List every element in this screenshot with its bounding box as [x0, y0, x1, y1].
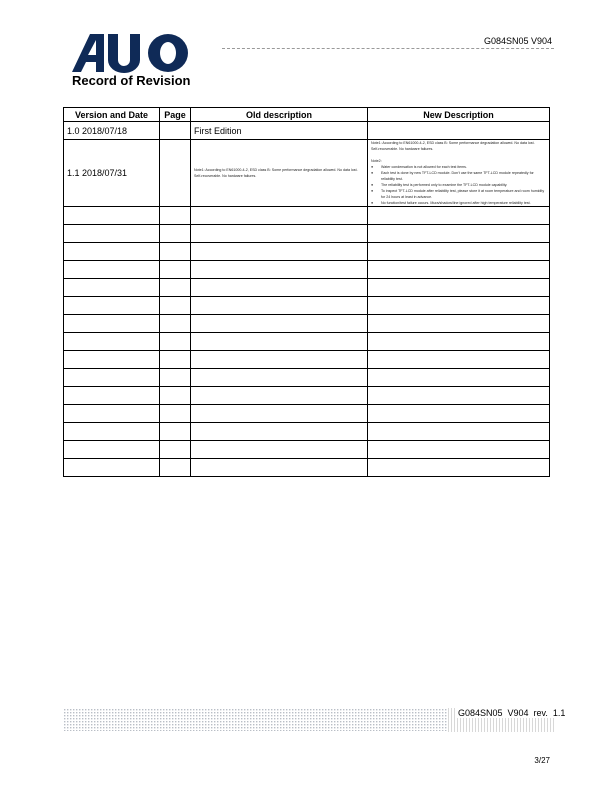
version-date-cell	[64, 405, 160, 423]
version-date-cell	[64, 279, 160, 297]
table-row	[64, 140, 550, 207]
header-page: Page	[160, 108, 191, 122]
note-line: Self-recoverable. No hardware failures.	[371, 147, 434, 151]
page-cell	[160, 387, 191, 405]
old-description-cell	[191, 225, 368, 243]
footer-pattern-graphic	[64, 709, 448, 731]
old-description-cell	[191, 279, 368, 297]
version-date-cell	[64, 261, 160, 279]
old-description-cell	[191, 459, 368, 477]
old-description-cell	[191, 297, 368, 315]
footer-dot-pattern	[64, 709, 448, 731]
page-cell	[160, 243, 191, 261]
old-description-cell	[191, 140, 368, 207]
table-row-empty	[64, 225, 550, 243]
page-cell	[160, 140, 191, 207]
new-description-cell	[368, 423, 550, 441]
version-date-cell	[64, 387, 160, 405]
page-cell	[160, 207, 191, 225]
version-date-cell	[64, 297, 160, 315]
table-row-empty	[64, 243, 550, 261]
page-cell	[160, 297, 191, 315]
new-description-cell	[368, 140, 550, 207]
old-description-cell	[191, 387, 368, 405]
page-cell	[160, 315, 191, 333]
table-row-empty	[64, 333, 550, 351]
new-description-cell	[368, 369, 550, 387]
old-description-cell	[191, 423, 368, 441]
version-date-cell	[64, 423, 160, 441]
page-cell	[160, 333, 191, 351]
header-model-number: G084SN05 V904	[483, 36, 552, 46]
header-divider	[222, 48, 554, 49]
header-old-description: Old description	[191, 108, 368, 122]
note-bullet-item: ● Each test is done by new TFT-LCD module. Don't use the same TFT-LCD module repeatedly for reliability test.	[371, 170, 546, 182]
page-cell	[160, 441, 191, 459]
table-row-empty	[64, 423, 550, 441]
new-description-cell	[368, 441, 550, 459]
new-description-cell	[368, 225, 550, 243]
old-description-cell	[191, 441, 368, 459]
table-row-empty	[64, 261, 550, 279]
version-date-cell	[64, 333, 160, 351]
table-row-empty	[64, 369, 550, 387]
page-cell	[160, 423, 191, 441]
table-row-empty	[64, 315, 550, 333]
version-date-cell: 1.1 2018/07/31	[64, 140, 160, 207]
new-description-text	[371, 140, 546, 206]
version-date-cell	[64, 315, 160, 333]
new-description-cell	[368, 207, 550, 225]
header-version-date: Version and Date	[64, 108, 160, 122]
page-cell	[160, 261, 191, 279]
version-date-cell	[64, 207, 160, 225]
note-line: Note2:	[371, 159, 382, 163]
version-date-cell	[64, 351, 160, 369]
auo-logo-graphic	[72, 32, 190, 74]
version-date-cell	[64, 459, 160, 477]
note-line: Note1: According to EN61000-4-2, ESD class B: Some performance degradation allowed. No data lost.	[371, 141, 535, 145]
new-description-cell	[368, 405, 550, 423]
note-bullet-item: ● To inspect TFT-LCD module after reliability test, please store it at room temperature and room humidity for 24 hours at least in advance.	[371, 188, 546, 200]
new-description-cell	[368, 297, 550, 315]
page-cell	[160, 459, 191, 477]
table-row-empty	[64, 207, 550, 225]
version-date-cell	[64, 243, 160, 261]
new-description-cell	[368, 387, 550, 405]
note-bullet-item: ● Water condensation is not allowed for each test items.	[371, 164, 546, 170]
old-description-cell: First Edition	[191, 122, 368, 140]
old-description-cell	[191, 261, 368, 279]
table-row-empty	[64, 405, 550, 423]
page-cell	[160, 225, 191, 243]
old-description-text: Note1: According to EN61000-4-2, ESD class B: Some performance degradation allowed. No data lost. Self-recoverable. No hardware failures.	[194, 168, 358, 178]
page-number: 3/27	[534, 756, 550, 765]
table-row-empty	[64, 441, 550, 459]
new-description-cell	[368, 279, 550, 297]
version-date-cell	[64, 225, 160, 243]
footer-model-revision: G084SN05 V904 rev. 1.1	[458, 708, 566, 718]
table-row-empty	[64, 297, 550, 315]
page-cell	[160, 279, 191, 297]
table-row-empty	[64, 387, 550, 405]
table-row	[64, 122, 550, 140]
new-description-cell	[368, 315, 550, 333]
page-cell	[160, 351, 191, 369]
new-description-cell	[368, 261, 550, 279]
version-date-cell	[64, 441, 160, 459]
table-row-empty	[64, 459, 550, 477]
table-row-empty	[64, 279, 550, 297]
new-description-cell	[368, 122, 550, 140]
old-description-cell	[191, 243, 368, 261]
old-description-cell	[191, 405, 368, 423]
old-description-cell	[191, 333, 368, 351]
page-cell	[160, 369, 191, 387]
note-bullet-item: ● No function/test failure occurs. Mura/shadow/line ignored after high temperature reliability test.	[371, 200, 546, 206]
page-cell	[160, 122, 191, 140]
page-title: Record of Revision	[72, 73, 191, 88]
old-description-cell	[191, 369, 368, 387]
table-header-row	[64, 108, 550, 122]
new-description-cell	[368, 243, 550, 261]
new-description-cell	[368, 459, 550, 477]
new-description-cell	[368, 351, 550, 369]
table-row-empty	[64, 351, 550, 369]
old-description-cell	[191, 315, 368, 333]
note-bullet-item: ● The reliability test is performed only to examine the TFT-LCD module capability.	[371, 182, 546, 188]
page-cell	[160, 405, 191, 423]
old-description-cell	[191, 207, 368, 225]
old-description-cell	[191, 351, 368, 369]
revision-table	[63, 107, 550, 477]
version-date-cell	[64, 369, 160, 387]
version-date-cell: 1.0 2018/07/18	[64, 122, 160, 140]
auo-logo	[72, 32, 190, 74]
new-description-cell	[368, 333, 550, 351]
header-new-description: New Description	[368, 108, 550, 122]
